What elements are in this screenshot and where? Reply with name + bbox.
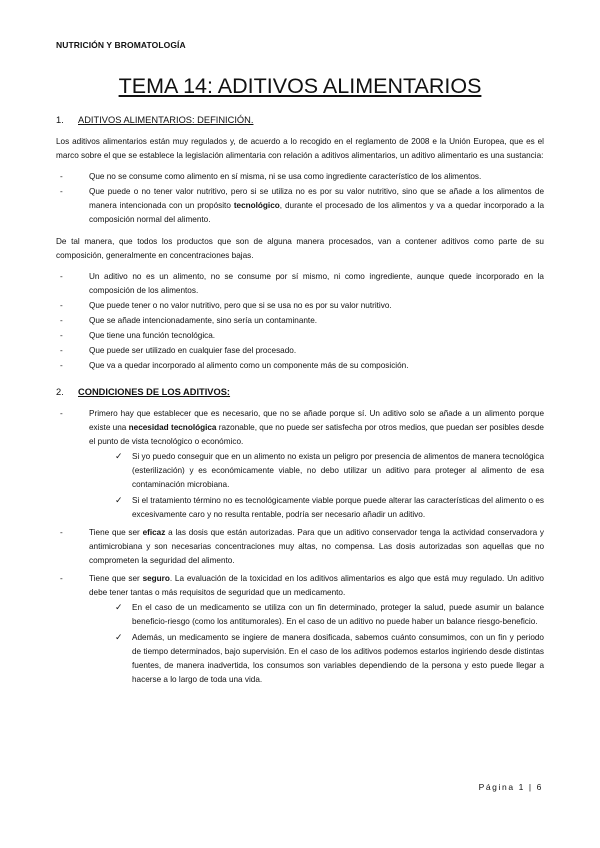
list-item: - Que tiene una función tecnológica. bbox=[56, 329, 544, 343]
page-header: NUTRICIÓN Y BROMATOLOGÍA bbox=[56, 40, 186, 50]
list-item: - Que puede o no tener valor nutritivo, pero si se utiliza no es por su valor nutritivo, sino que se añade a los alimentos de manera intencionada con un propósito tecnológico, durante el procesado de los alimentos y va a quedar incorporado a la composición normal del alimento. bbox=[56, 185, 544, 227]
section-1-heading bbox=[56, 113, 544, 127]
sub-list bbox=[89, 450, 544, 522]
paragraph: Los aditivos alimentarios están muy regulados y, de acuerdo a lo recogido en el reglamento de 2008 e la Unión Europea, que es el marco sobre el que se establece la legislación alimentaria con relación a aditivos alimentarios, un aditivo alimentario es una sustancia: bbox=[56, 137, 544, 160]
definition-list bbox=[56, 170, 544, 227]
page-number: Página 1 | 6 bbox=[478, 782, 543, 792]
characteristics-list bbox=[56, 270, 544, 373]
section-label: ADITIVOS ALIMENTARIOS: DEFINICIÓN. bbox=[78, 115, 254, 125]
section-number: 1. bbox=[56, 115, 64, 125]
list-item: - Tiene que ser seguro. La evaluación de la toxicidad en los aditivos alimentarios es algo que está muy regulado. Un aditivo debe tener tantas o más requisitos de seguridad que un medicamento. ✓ En el caso de un medicamento se utiliza con un fin determinado, proteger la salud, puede asumir un balance beneficio-riesgo (como los antitumorales). En el caso de un aditivo no puede haber un balance riesgo-beneficio. ✓ Además, un medicamento se ingiere de manera dosificada, sabemos cuánto consumimos, con un fin y periodo de tiempo determinados, bajo supervisión. En el caso de los aditivos podemos estarlos ingiriendo desde distintas fuentes, de manera inadvertida, los consumos son variables dependiendo de la persona y esto puede llegar a hacerse a lo largo de toda una vida. bbox=[56, 572, 544, 687]
document-body bbox=[56, 113, 544, 695]
paragraph: De tal manera, que todos los productos que son de alguna manera procesados, van a contener aditivos como parte de su composición, generalmente en concentraciones bajas. bbox=[56, 237, 544, 260]
page-title: TEMA 14: ADITIVOS ALIMENTARIOS bbox=[118, 74, 482, 98]
sub-list bbox=[89, 601, 544, 687]
check-icon: ✓ bbox=[115, 633, 123, 643]
list-item: - Que puede ser utilizado en cualquier fase del procesado. bbox=[56, 344, 544, 358]
conditions-list bbox=[56, 407, 544, 687]
list-item: - Tiene que ser eficaz a las dosis que están autorizadas. Para que un aditivo conservador tenga la actividad conservadora y antimicrobiana y son necesarias concentraciones muy altas, no compensa. Las dosis autorizadas son aquellas que no comprometen la seguridad del alimento. bbox=[56, 526, 544, 568]
sub-list-item: ✓ Si yo puedo conseguir que en un alimento no exista un peligro por presencia de alimentos de manera tecnológica (esterilización) y es económicamente viable, no debo utilizar un aditivo para proteger al alimento de esa contaminación microbiana. bbox=[115, 452, 544, 489]
list-item: - Que se añade intencionadamente, sino sería un contaminante. bbox=[56, 314, 544, 328]
check-icon: ✓ bbox=[115, 496, 123, 506]
sub-list-item: ✓ Además, un medicamento se ingiere de manera dosificada, sabemos cuánto consumimos, con un fin y periodo de tiempo determinados, bajo supervisión. En el caso de los aditivos podemos estarlos ingiriendo desde distintas fuentes, de manera inadvertida, los consumos son variables dependiendo de la persona y esto puede llegar a hacerse a lo largo de toda una vida. bbox=[115, 633, 544, 684]
section-2-heading bbox=[56, 385, 544, 399]
sub-list-item: ✓ Si el tratamiento término no es tecnológicamente viable porque puede alterar las características del alimento o es excesivamente caro y no resulta rentable, podría ser necesario añadir un aditivo. bbox=[115, 496, 544, 519]
list-item: - Que puede tener o no valor nutritivo, pero que si se usa no es por su valor nutritivo. bbox=[56, 299, 544, 313]
check-icon: ✓ bbox=[115, 603, 123, 613]
check-icon: ✓ bbox=[115, 452, 123, 462]
section-label: CONDICIONES DE LOS ADITIVOS: bbox=[78, 387, 231, 397]
section-number: 2. bbox=[56, 387, 64, 397]
list-item: - Primero hay que establecer que es necesario, que no se añade porque sí. Un aditivo solo se añade a un alimento porque existe una necesidad tecnológica razonable, que no puede ser satisfecha por otros medios, que puedan ser posibles desde el punto de vista tecnológico o económico. ✓ Si yo puedo conseguir que en un alimento no exista un peligro por presencia de alimentos de manera tecnológica (esterilización) y es económicamente viable, no debo utilizar un aditivo para proteger al alimento de esa contaminación microbiana. ✓ Si el tratamiento término no es tecnológicamente viable porque puede alterar las características del alimento o es excesivamente caro y no resulta rentable, podría ser necesario añadir un aditivo. bbox=[56, 407, 544, 522]
sub-list-item: ✓ En el caso de un medicamento se utiliza con un fin determinado, proteger la salud, puede asumir un balance beneficio-riesgo (como los antitumorales). En el caso de un aditivo no puede haber un balance riesgo-beneficio. bbox=[115, 603, 544, 626]
list-item: - Que no se consume como alimento en sí misma, ni se usa como ingrediente característico de los alimentos. bbox=[56, 170, 544, 184]
list-item: - Un aditivo no es un alimento, no se consume por sí mismo, ni como ingrediente, aunque quede incorporado en la composición de los alimentos. bbox=[56, 270, 544, 298]
list-item: - Que va a quedar incorporado al alimento como un componente más de su composición. bbox=[56, 359, 544, 373]
